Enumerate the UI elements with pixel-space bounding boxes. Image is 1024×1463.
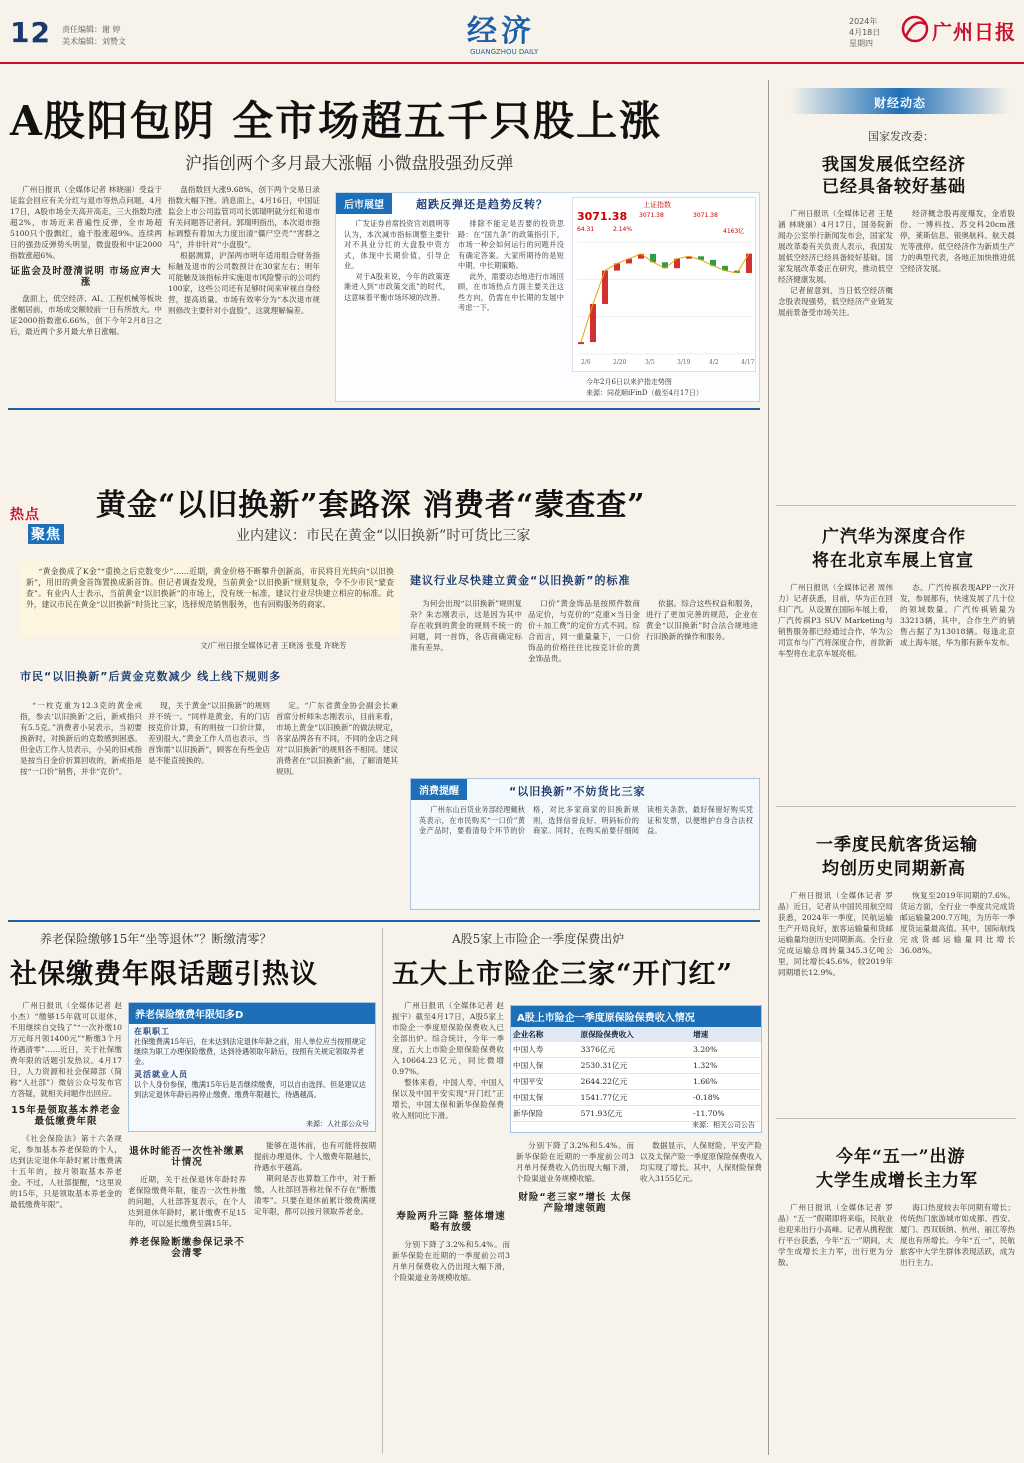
issue-year: 2024年: [849, 17, 878, 26]
pension-table: [128, 1002, 376, 1132]
s1-body: 广州日报讯（全媒体记者 王楚涵 林晓丽）4月17日，国务院新闻办公室举行新闻发布会，国家发展改革委有关负责人表示，我国发展低空经济已经具备较好基础。国家发展改革委正在研究，推动低空经济健康发展。: [778, 209, 893, 284]
lead-headline: A股阳包阴 全市场超五千只股上涨: [10, 97, 663, 145]
outlook-text: [344, 219, 564, 399]
pension-sub2: 养老保险断缴参保记录不会清零: [129, 1237, 245, 1259]
table-row: [511, 1042, 761, 1058]
sidebar-tag-label: 财经动态: [874, 96, 927, 110]
lead-col1-text: 广州日报讯（全媒体记者 林晓丽）受益于证监会回应有关分红与退市等热点问题，4月17日，A股市场全天高开高走，三大指数均涨超2%，市场近来普遍性反弹，全市场超5100只个股飘红，逾千股涨超9%。连续两日的强劲反弹势头明显，微盘股和中证2000指数涨超6%。: [10, 185, 162, 260]
index-chart: [572, 197, 756, 372]
pension-col3-text: 能够在退休前，也有可能将按期提前办理退休。个人缴费年限越长，待遇水平越高。: [254, 1141, 376, 1172]
editor-credit: 责任编辑：谢 婷: [62, 25, 121, 34]
gold-col-e-text: 口价”黄金饰品是按照件数商品定价，与克价的“克重×当日金价＋加工费”的定价方式不同。综合而言，同一重量量下，一口价饰品的价格往往比按克计价的黄金饰品贵。: [528, 599, 640, 663]
chart-x-tick: 3/5: [645, 359, 655, 366]
s4-col1: [778, 1202, 893, 1454]
outlook-question: 超跌反弹还是趋势反转？: [416, 198, 548, 211]
tip-text-body: 广州东山百货业务部经理戴秋英表示，在市民购买“一口价”黄金产品时，要看清每个环节的价格，对比多家商家的旧换新规则，选择信誉良好、明码标价的商家。同时，在购买前要仔细阅读相关条款，最好保留好购买凭证和发票，以便维护自身合法权益。: [419, 805, 753, 835]
gold-col-f-text: 依据。综合这些权益和服务，进行了更加完善的规范，企业在黄金“以旧换新”时合法合规地进行旧换新的操作和服务。: [646, 599, 758, 641]
s2-headline-2: 将在北京车展上官宣: [812, 551, 974, 571]
s1-body3: 记者留意到，当日低空经济概念股表现强势，低空经济产业链发展前景备受市场关注。: [778, 286, 893, 317]
outlook-text2: 对于A股来说，今年的政策逐渐进入到“市政策交流”的时代，这意味着平衡市场环境的改善。: [344, 271, 450, 302]
table-row: [511, 1090, 761, 1106]
pension-col1: [10, 1000, 122, 1455]
insurance-kicker: A股5家上市险企一季度保费出炉: [452, 932, 625, 946]
tip-label: 消费提醒: [411, 779, 467, 800]
gold-intro: [20, 562, 400, 637]
gold-col-a: [20, 700, 142, 910]
chart-price-main: 3071.38: [577, 210, 628, 223]
lead-col1-text2: 盘面上，低空经济、AI、工程机械等板块涨幅居前，市场成交额较前一日有所放大。中证2000指数涨6.66%，创下今年2月8日之后，最近两个多月最大单日涨幅。: [10, 294, 162, 336]
paper-logo: [900, 14, 1018, 46]
insurance-col3: [516, 1140, 634, 1454]
section-subtitle: GUANGZHOU DAILY: [470, 48, 539, 56]
gold-tag-hot: 热点: [10, 507, 40, 523]
s1-headline-1: 我国发展低空经济: [822, 155, 966, 175]
chart-caption: 今年2月6日以来沪指走势图: [586, 378, 672, 386]
pension-col2-text: 近期，关于社保退休年龄时养老保险缴费年限，能否一次性补缴的问题，人社部答复表示，在个人达到退休年龄时，累计缴费不足15年的，可以延长缴费至满15年。: [128, 1175, 246, 1228]
gold-byline: 文/广州日报全媒体记者 王晓汤 张曼 许晓芳: [200, 641, 347, 650]
chart-price-a: 3071.38: [639, 212, 664, 219]
gold-col-d: [410, 598, 522, 748]
insurance-col2: [392, 1205, 510, 1455]
outlook-text3: 排除不能定是否要的投资思路：在“国九条”的政策指引下，市场一种会如何运行的问题并没有确定答案。大家所期待的是短中期、中长期策略。: [458, 219, 564, 270]
insurance-col2-text: 整体来看，中国人寿、中国人保以及中国平安实现“开门红”正增长，中国太保和新华保险保费收入则同比下滑。: [392, 1078, 504, 1120]
pension-kicker: 养老保险缴够15年“坐等退休”？断缴清零？: [40, 932, 272, 946]
cell-company: 中国平安: [511, 1074, 579, 1090]
cell-company: 新华保险: [511, 1106, 579, 1122]
sidebar-tag: [790, 88, 1010, 114]
insurance-col3b-text: 分别下降了3.2%和5.4%。而新华保险在近期的一季度前公司3月单月保费收入仍出现大幅下滑，个险渠道业务规模收缩。: [516, 1141, 634, 1183]
cell-growth: 3.20%: [691, 1042, 761, 1058]
pension-row2-value: 以个人身份参保，缴满15年后是否继续缴费，可以自由选择。但是建议达到法定退休年龄后再停止缴费。缴费年限越长，待遇越高。: [134, 1080, 366, 1099]
cell-growth: -11.70%: [691, 1106, 761, 1122]
s3-col2: [900, 890, 1015, 1095]
s2-col2: [900, 582, 1015, 798]
page-number: 12: [10, 16, 51, 49]
pension-col1-text: 广州日报讯（全媒体记者 赵小杰）“缴够15年就可以退休，不用继续自交钱了”“一次补缴10万元每月领1400元”“断缴3个月待遇清零”……近日，关于社保缴费年限的话题引发热议。4月17日，人力资源和社会保障部（简称“人社部”）微信公众号发布官方答疑，就相关问题作出回应。: [10, 1001, 122, 1098]
pension-col4-text: 期间是否也算数工作中，对于断缴，人社部回答称社保不存在“断缴清零”。只要在退休前累计缴费满规定年限，都可以按月领取养老金。: [254, 1174, 376, 1216]
insurance-th-premium: 原保险保费收入: [579, 1027, 691, 1042]
insurance-table-title: A股上市险企一季度原保险保费收入情况: [511, 1006, 761, 1027]
gold-col-c-text: 定。“广东省黄金协会副会长兼首席分析师朱志刚表示，目前来看，市场上黄金“以旧换新”的做法规定，各家品牌各有不同，不同的金店之间对“以旧换新”的规则各不相同。建议消费者在“以旧换新”前，了解清楚其规则。: [276, 701, 398, 776]
chart-x-tick: 4/17: [741, 359, 755, 366]
cell-premium: 2644.22亿元: [579, 1074, 691, 1090]
market-outlook-box: [335, 192, 760, 402]
pension-headline: 社保缴费年限话题引热议: [10, 959, 318, 990]
lead-col2: [168, 184, 320, 396]
s1-body2: 经济概念股再度爆发，金盾股份、一博科技、苏交科20cm涨停，莱斯信息、银奥航科、航天晨光等涨停。低空经济作为新质生产力的典型代表，各地正加快推进低空经济发展。: [900, 209, 1015, 273]
paper-name: 广州日报: [932, 20, 1016, 44]
page-header: [0, 0, 1024, 64]
chart-volume: 4163亿: [723, 228, 745, 235]
cell-company: 中国人保: [511, 1058, 579, 1074]
lead-col2-text2: 根据测算，沪深两市明年适用组合财务指标触及退市的公司数预计在30家左右；明年可能触及该指标并实施退市风险警示的公司约100家，这些公司还有足够时间来审视自身经营，提高质量。市场有效率分为“本次退市规则修改主要针对小盘股”，这就理解偏差。: [168, 251, 320, 315]
pension-col3: [254, 1140, 376, 1454]
cell-company: 中国人寿: [511, 1042, 579, 1058]
s1-col1: [778, 208, 893, 498]
gold-intro-text: “黄金换成了K金”“重换之后克数变少”……近期，黄金价格不断攀升创新高，市民将目光转向“以旧换新”，用旧的黄金首饰置换成新首饰。但记者调查发现，当前黄金“以旧换新”规则复杂，令不少市民“蒙查查”。有业内人士表示，当前黄金“以旧换新”的市场上，没有统一标准，建议行业尽快建立相应的标准。此外，建议市民在黄金“以旧换新”时货比三家，选择规范销售服务，也有回购服务的商家。: [26, 567, 394, 609]
section-title: 经济: [467, 14, 535, 49]
issue-date: 4月18日: [849, 28, 881, 37]
gold-col-b: [148, 700, 270, 910]
cell-premium: 3376亿元: [579, 1042, 691, 1058]
outlook-text4: 此外，需要动态地进行市场回顾，在市场热点方面主要关注这些方向，仍需在中长期的发展中考虑一下。: [458, 271, 564, 312]
insurance-col4-text: 数据显示，人保财险、平安产险以及太保产险一季度原保险保费收入均实现了增长。其中，人保财险保费收入3155亿元。: [640, 1141, 762, 1183]
chart-candle: [578, 342, 584, 344]
chart-x-tick: 3/19: [677, 359, 691, 366]
tip-title: “以旧换新”不妨货比三家: [509, 785, 646, 798]
s3-body: 广州日报讯（全媒体记者 罗晶）近日，记者从中国民用航空局获悉，2024年一季度，民航运输生产开局良好，旅客运输量和货邮运输量均创历史同期新高。全行业完成运输总周转量345.3亿吨公里，同比增长45.6%，较2019年同期增长12.9%。: [778, 891, 893, 977]
insurance-th-growth: 增速: [691, 1027, 761, 1042]
insurance-sub2: 财险“老三家”增长 太保产险增速领跑: [518, 1192, 632, 1214]
outlook-label: 后市展望: [336, 193, 392, 214]
gold-col-b-text: 现，关于黄金“以旧换新”的规则并不统一。“同样是黄金，有的门店按克价计算，有的则按一口价计算，差别很大。”黄金工作人员也表示，当首饰需“以旧换新”，顾客在有些金店是不能直接换的。: [148, 701, 270, 765]
chart-change: 64.31: [577, 226, 595, 233]
insurance-th-company: 企业名称: [511, 1027, 579, 1042]
gold-sub1: 市民“以旧换新”后黄金克数减少 线上线下规则多: [20, 670, 282, 683]
pension-col2: [128, 1140, 246, 1454]
pension-sub1: 15年是领取基本养老金最低缴费年限: [11, 1105, 121, 1127]
gold-sub2: 建议行业尽快建立黄金“以旧换新”的标准: [410, 574, 631, 587]
gold-section-tag: [10, 500, 70, 548]
gold-col-e: [528, 598, 640, 748]
s2-col1: [778, 582, 893, 798]
pension-row1-value: 社保缴费满15年后，在未达到法定退休年龄之前，用人单位应当按照规定继续为职工办理保险缴费，达到待遇领取年龄后，按照有关规定领取养老金。: [134, 1037, 366, 1066]
pension-table-source: 来源：人社部公众号: [306, 1120, 369, 1128]
pension-col2-subhead: 退休时能否一次性补缴累计情况: [129, 1146, 245, 1168]
designer-credit: 美术编辑：刘赞文: [62, 37, 126, 46]
insurance-table: [510, 1005, 762, 1133]
s4-body2: 海口热度较去年同期有增长；传统热门旅游城市如成都、西安、厦门、西双版纳、杭州、丽江等热度也有所增长。今年“五一”，民航旅客中大学生群体表现活跃，成为出行主力。: [900, 1203, 1015, 1267]
insurance-table-source: 来源：相关公司公告: [692, 1121, 755, 1129]
pension-col1-text2: 《社会保险法》第十六条规定，参加基本养老保险的个人，达到法定退休年龄时累计缴费满十五年的，按月领取基本养老金。不过，人社部提醒，“这里说的15年，只是领取基本养老金的最低缴费年限”。: [10, 1134, 122, 1209]
s4-headline-2: 大学生成增长主力军: [816, 1171, 978, 1191]
s4-headline-1: 今年“五一”出游: [836, 1147, 966, 1167]
consumer-tip-box: [410, 778, 760, 910]
table-row: [511, 1058, 761, 1074]
chart-x-tick: 2/20: [613, 359, 627, 366]
chart-price-b: 3071.38: [693, 212, 718, 219]
lead-col2-text: 盘指数回大涨9.68%，创下两个交易日录指数大幅下挫。消息面上，4月16日，中国证监会上市公司监管司司长郭瑞明就分红和退市有关问题答记者问。郭瑞明指出，本次退市指标调整有着加大力度出清“僵尸空壳”“害群之马”，并非针对“小盘股”。: [168, 185, 320, 249]
pension-row1-key: 在职职工: [134, 1027, 170, 1036]
gold-tag-focus: 聚焦: [28, 524, 64, 544]
insurance-data-table: [511, 1027, 761, 1122]
s3-headline-2: 均创历史同期新高: [822, 859, 966, 879]
pension-table-title: 养老保险缴费年限知多D: [129, 1003, 375, 1024]
insurance-col1: [392, 1000, 504, 1200]
table-row: [511, 1074, 761, 1090]
chart-source: 来源：同花顺iFinD（截至4月17日）: [586, 389, 703, 397]
s3-headline-1: 一季度民航客货运输: [816, 835, 978, 855]
gold-col-c: [276, 700, 398, 910]
issue-weekday: 星期四: [849, 39, 873, 48]
lead-col1-subhead: 证监会及时澄清说明 市场应声大涨: [10, 266, 162, 288]
lead-subhead: 沪指创两个多月最大涨幅 小微盘股强劲反弹: [185, 154, 514, 174]
pension-row2-key: 灵活就业人员: [134, 1070, 188, 1079]
cell-premium: 1541.77亿元: [579, 1090, 691, 1106]
cell-premium: 571.93亿元: [579, 1106, 691, 1122]
chart-plot: [577, 238, 753, 366]
s1-col2: [900, 208, 1015, 498]
insurance-sub1: 寿险两升三降 整体增速略有放缓: [396, 1211, 506, 1233]
cell-growth: -0.18%: [691, 1090, 761, 1106]
lead-col1: [10, 184, 162, 396]
s3-body2: 恢复至2019年同期的7.6%。货运方面，全行业一季度共完成货邮运输量200.7万吨，为历年一季度货运量最高值。其中，国际航线完成货邮运输量同比增长36.08%。: [900, 891, 1015, 955]
gold-subhead: 业内建议：市民在黄金“以旧换新”时可货比三家: [236, 528, 531, 544]
s4-body: 广州日报讯（全媒体记者 罗晶）“五一”假期即将来临，民航业也迎来出行小高峰。记者从携程旅行平台获悉，今年“五一”期间，大学生成增长主力军，出行更为分散。: [778, 1203, 893, 1267]
s1-headline-2: 已经具备较好基础: [822, 177, 966, 197]
insurance-headline: 五大上市险企三家“开门红”: [392, 959, 734, 990]
cell-premium: 2530.31亿元: [579, 1058, 691, 1074]
chart-title: 上证指数: [643, 201, 671, 209]
gold-col-d-text: 为何会出现“以旧换新”规则复杂？朱志刚表示，这是因为其中存在收到的黄金的规则不统一的问题，同一首饰，各店商确定标准有差异。: [410, 599, 522, 652]
s1-kicker: 国家发改委：: [868, 130, 934, 143]
gold-col-a-text: “一枚克重为12.3克的黄金戒指，参去‘以旧换新’之后，新戒指只有5.5克。”消费者小吴表示，当初要换新时，对换新后的克数感到困惑。但金店工作人员表示，小吴的旧戒指是按当日金价折算回收的，新戒指是按“一口价”销售，并非“克价”。: [20, 701, 142, 776]
outlook-text1: 广发证券首席投资官刘晨明等认为，本次减市指标调整主要针对不具业分红的大盘股中资方式，体现中长期价值，引导企业。: [344, 219, 450, 270]
s2-headline-1: 广汽华为深度合作: [822, 527, 966, 547]
cell-company: 中国太保: [511, 1090, 579, 1106]
chart-x-tick: 4/2: [709, 359, 719, 366]
s3-col1: [778, 890, 893, 1095]
insurance-col4: [640, 1140, 762, 1454]
tip-text: [419, 805, 753, 905]
cell-growth: 1.32%: [691, 1058, 761, 1074]
s4-col2: [900, 1202, 1015, 1454]
insurance-col1-text: 广州日报讯（全媒体记者 赵振宇）截至4月17日，A股5家上市险企一季度原保险保费收入已全部出炉。综合统计，今年一季度，五大上市险企原保险保费收入10664.23亿元，同比微增0.97%。: [392, 1001, 504, 1076]
gold-col-f: [646, 598, 758, 748]
insurance-col3-text: 分别下降了3.2%和5.4%。而新华保险在近期的一季度前公司3月单月保费收入仍出现大幅下滑，个险渠道业务规模收缩。: [392, 1240, 510, 1282]
chart-x-tick: 2/6: [581, 359, 591, 366]
cell-growth: 1.66%: [691, 1074, 761, 1090]
s2-body2: 态。广汽传祺表现APP一次开发，参展都有，快速发展了几十位的领域数量。广汽传祺销量为33213辆，其中，合作生产的销售占据了为13018辆。每逢北京或上海车展，华为都有新车发布。: [900, 583, 1015, 647]
gold-headline: 黄金“以旧换新”套路深 消费者“蒙查查”: [96, 488, 646, 523]
chart-change-pct: 2.14%: [613, 226, 633, 233]
s2-body: 广州日报讯（全媒体记者 周伟力）记者获悉，目前，华为正在回归广汽。从设置在国际车展上看，广汽传祺P3 SUV Marketing与销售服务都已经通过合作，华为公司宣布与广汽将深度合作，首款新车型将在北京车展亮相。: [778, 583, 893, 658]
